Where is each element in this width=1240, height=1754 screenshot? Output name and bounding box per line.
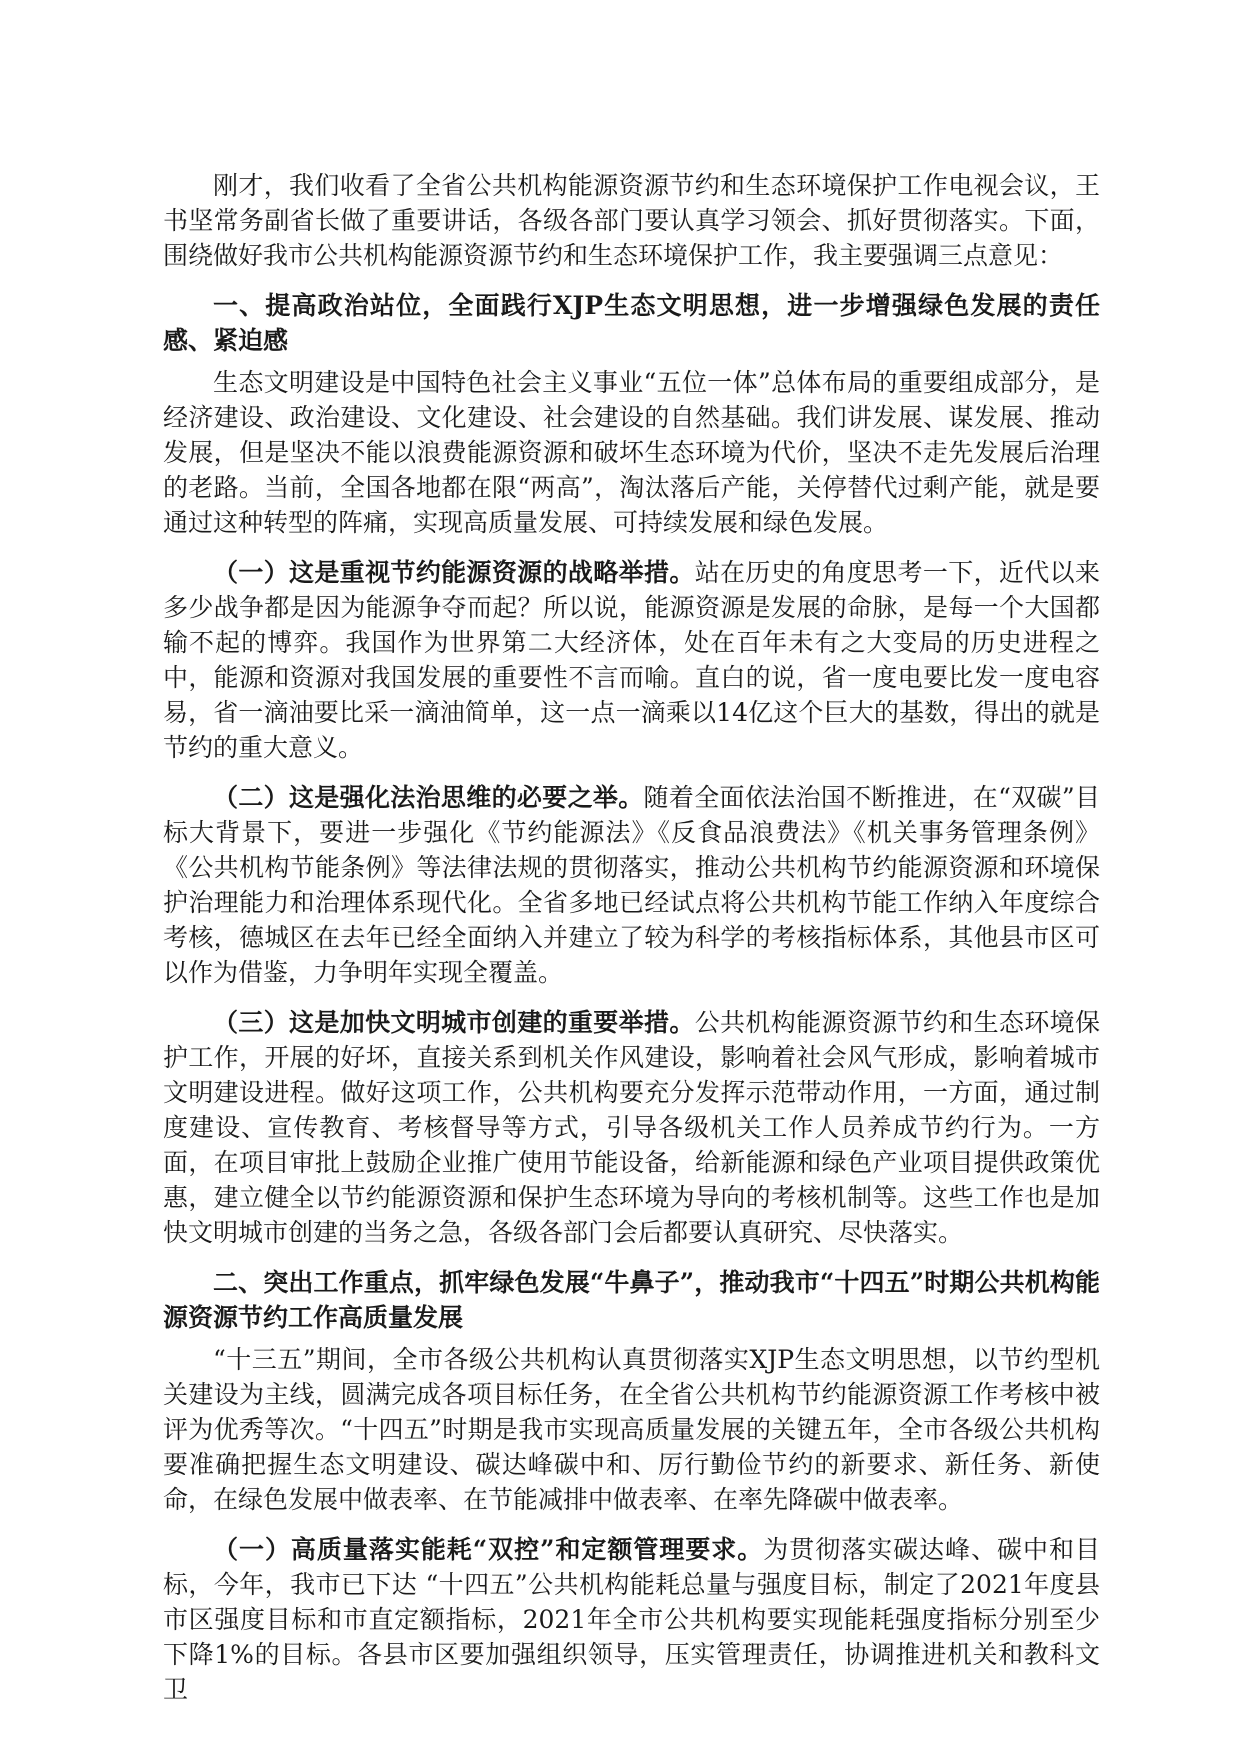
- paragraph-ecology: 生态文明建设是中国特色社会主义事业“五位一体”总体布局的重要组成部分，是经济建设、政治建设、文化建设、社会建设的自然基础。我们讲发展、谋发展、推动发展，但是坚决不能以浪费能源资源和破坏生态环境为代价，坚决不走先发展后治理的老路。当前，全国各地都在限“两高”，淘汰落后产能，关停替代过剩产能，就是要通过这种转型的阵痛，实现高质量发展、可持续发展和绿色发展。: [163, 368, 1100, 537]
- paragraph-point-1-3: [163, 1005, 1100, 1250]
- paragraph-point-2-1: [163, 1532, 1100, 1707]
- paragraph-thirteenth-plan: “十三五”期间，全市各级公共机构认真贯彻落实XJP生态文明思想，以节约型机关建设为主线，圆满完成各项目标任务，在全省公共机构节约能源资源工作考核中被评为优秀等次。“十四五”时期是我市实现高质量发展的关键五年，全市各级公共机构要准确把握生态文明建设、碳达峰碳中和、厉行勤俭节约的新要求、新任务、新使命，在绿色发展中做表率、在节能减排中做表率、在率先降碳中做表率。: [163, 1345, 1100, 1514]
- section-heading-1: 一、提高政治站位，全面践行XJP生态文明思想，进一步增强绿色发展的责任感、紧迫感: [163, 291, 1100, 355]
- section-heading-2: 二、突出工作重点，抓牢绿色发展“牛鼻子”，推动我市“十四五”时期公共机构能源资源节约工作高质量发展: [163, 1268, 1100, 1332]
- point-text: 站在历史的角度思考一下，近代以来多少战争都是因为能源争夺而起？所以说，能源资源是发展的命脉，是每一个大国都输不起的博弈。我国作为世界第二大经济体，处在百年未有之大变局的历史进程之中，能源和资源对我国发展的重要性不言而喻。直白的说，省一度电要比发一度电容易，省一滴油要比采一滴油简单，这一点一滴乘以14亿这个巨大的基数，得出的就是节约的重大意义。: [163, 558, 1100, 762]
- point-text: 为贯彻落实碳达峰、碳中和目标，今年，我市已下达 “十四五”公共机构能耗总量与强度目标，制定了2021年度县市区强度目标和市直定额指标，2021年全市公共机构要实现能耗强度指标分别至少下降1%的目标。各县市区要加强组织领导，压实管理责任，协调推进机关和教科文卫: [163, 1535, 1100, 1704]
- paragraph-point-1-2: [163, 780, 1100, 990]
- point-lead: （一）高质量落实能耗“双控”和定额管理要求。: [213, 1535, 764, 1564]
- point-lead: （三）这是加快文明城市创建的重要举措。: [213, 1008, 695, 1037]
- paragraph-point-1-1: [163, 555, 1100, 765]
- point-text: 随着全面依法治国不断推进，在“双碳”目标大背景下，要进一步强化《节约能源法》《反食品浪费法》《机关事务管理条例》《公共机构节能条例》等法律法规的贯彻落实，推动公共机构节约能源资源和环境保护治理能力和治理体系现代化。全省多地已经试点将公共机构节能工作纳入年度综合考核，德城区在去年已经全面纳入并建立了较为科学的考核指标体系，其他县市区可以作为借鉴，力争明年实现全覆盖。: [163, 783, 1100, 987]
- point-lead: （一）这是重视节约能源资源的战略举措。: [213, 558, 695, 587]
- point-lead: （二）这是强化法治思维的必要之举。: [213, 783, 644, 812]
- paragraph-intro: 刚才，我们收看了全省公共机构能源资源节约和生态环境保护工作电视会议，王书坚常务副省长做了重要讲话，各级各部门要认真学习领会、抓好贯彻落实。下面，围绕做好我市公共机构能源资源节约和生态环境保护工作，我主要强调三点意见：: [163, 171, 1100, 270]
- point-text: 公共机构能源资源节约和生态环境保护工作，开展的好坏，直接关系到机关作风建设，影响着社会风气形成，影响着城市文明建设进程。做好这项工作，公共机构要充分发挥示范带动作用，一方面，通过制度建设、宣传教育、考核督导等方式，引导各级机关工作人员养成节约行为。一方面，在项目审批上鼓励企业推广使用节能设备，给新能源和绿色产业项目提供政策优惠，建立健全以节约能源资源和保护生态环境为导向的考核机制等。这些工作也是加快文明城市创建的当务之急，各级各部门会后都要认真研究、尽快落实。: [163, 1008, 1100, 1247]
